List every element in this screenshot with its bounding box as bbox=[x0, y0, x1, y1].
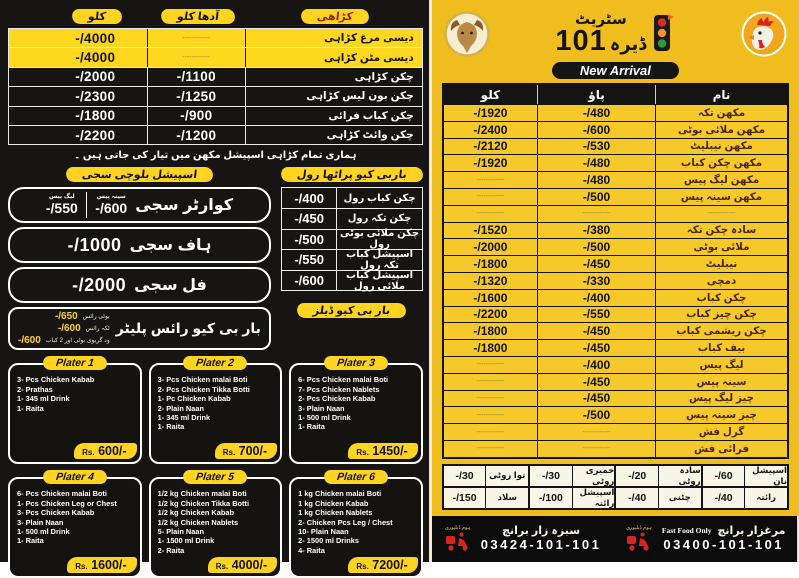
branch-right bbox=[614, 516, 799, 562]
kilo-price: 2000/- bbox=[44, 68, 148, 86]
half-kilo-price: ------------ bbox=[148, 29, 246, 47]
new-arrival-table bbox=[442, 83, 789, 459]
platter-price: 700/- bbox=[238, 444, 268, 459]
kilo-price: ------------ bbox=[444, 424, 538, 440]
platter-item: 2- Chicken Pcs Leg / Chest bbox=[298, 517, 393, 527]
platter-item: 3- Pcs Chicken Kabab bbox=[17, 375, 95, 385]
table-row bbox=[444, 289, 787, 306]
platter-item: 2- Prathas bbox=[17, 384, 53, 394]
quarter-sajji-box bbox=[8, 187, 271, 223]
pao-price: 330/- bbox=[538, 273, 656, 289]
item-name: ملائی بوٹی bbox=[693, 242, 750, 254]
kilo-price: ------------ bbox=[444, 391, 538, 407]
kilo-price: 2200/- bbox=[444, 307, 538, 323]
platter-price: 1600/- bbox=[91, 558, 127, 573]
kilo-price: 1920/- bbox=[444, 105, 538, 121]
table-row bbox=[444, 356, 787, 373]
platter-item: 2- Plain Naan bbox=[157, 403, 204, 413]
platter-item: 1- 345 ml Drink bbox=[157, 412, 211, 422]
kilo-price: ------------ bbox=[444, 374, 538, 390]
item-name: گرل فش bbox=[698, 427, 745, 439]
platter-card-2 bbox=[149, 357, 283, 464]
platter-item: 1- Pcs Chicken Leg or Chest bbox=[17, 498, 117, 508]
chest-piece-label: سینہ پیس bbox=[96, 194, 126, 201]
extra-price: 40/- bbox=[616, 488, 659, 508]
brand-number: 101 bbox=[555, 25, 607, 57]
full-sajji-price: 2000/- bbox=[72, 274, 127, 295]
extra-price: 20/- bbox=[616, 466, 659, 486]
platter-card-1 bbox=[8, 357, 142, 464]
paratha-roll-title: باربی کیو پراٹھا رول bbox=[280, 167, 424, 182]
rice-item-label: ٹکہ رائس bbox=[85, 326, 110, 333]
platter-item: 4- Raita bbox=[298, 545, 325, 555]
paratha-roll-section bbox=[281, 165, 423, 350]
middle-sections bbox=[8, 165, 423, 350]
item-name: چکن بون لیس کڑاہی bbox=[306, 90, 414, 103]
branches-footer bbox=[432, 516, 799, 562]
table-row bbox=[444, 440, 787, 457]
pao-price: 450/- bbox=[538, 340, 656, 356]
platter-item: 1- Raita bbox=[17, 403, 44, 413]
item-name: چیز لیگ پیس bbox=[689, 393, 754, 405]
roll-price: 400/- bbox=[282, 188, 337, 208]
platter-items bbox=[158, 489, 277, 555]
table-row bbox=[444, 121, 787, 138]
extras-item bbox=[530, 466, 616, 486]
paratha-roll-row bbox=[282, 229, 422, 250]
platter-item: 1- 500 ml Drink bbox=[298, 412, 351, 422]
table-row bbox=[444, 339, 787, 356]
home-delivery-label: ہوم ڈیلیوری bbox=[626, 525, 652, 532]
table-row bbox=[444, 205, 787, 222]
platter-item: 1- 345 ml Drink bbox=[17, 394, 70, 404]
kilo-price: 4000/- bbox=[44, 48, 148, 66]
extras-row-2 bbox=[444, 486, 787, 508]
platter-items bbox=[17, 375, 136, 413]
currency-prefix: Rs. bbox=[356, 562, 369, 572]
extras-item bbox=[616, 466, 702, 486]
extra-name: چٹنی bbox=[668, 492, 691, 503]
kilo-price: 2300/- bbox=[44, 87, 148, 105]
platter-price-tag bbox=[348, 557, 417, 573]
pao-price: 500/- bbox=[538, 189, 656, 205]
pao-price: 450/- bbox=[538, 256, 656, 272]
column-header-pao: پاؤ bbox=[538, 85, 656, 104]
item-name: مکھن نیبلیٹ bbox=[690, 141, 753, 153]
platter-item: 1- Pc Chicken Kabab bbox=[157, 394, 231, 404]
roll-name: چکن تکہ رول bbox=[347, 213, 412, 225]
karahi-row bbox=[8, 28, 423, 48]
pao-price: ------------ bbox=[538, 441, 656, 457]
rice-item-price: 600/- bbox=[18, 335, 41, 347]
platter-title: Plater 4 bbox=[42, 470, 108, 484]
platter-item: 1- Raita bbox=[298, 422, 325, 432]
item-name: سینہ پیس bbox=[696, 376, 747, 388]
chest-piece-price: 600/- bbox=[95, 199, 128, 216]
extras-table bbox=[442, 464, 789, 510]
table-row bbox=[444, 423, 787, 440]
branch-name: سبزہ زار برانچ bbox=[502, 525, 581, 538]
table-row bbox=[444, 390, 787, 407]
platter-title: Plater 6 bbox=[323, 470, 389, 484]
roll-price: 450/- bbox=[282, 209, 337, 229]
karahi-note: ہماری تمام کڑاہی اسپیشل مکھن میں تیار کی جاتی ہیں ۔ bbox=[74, 150, 357, 162]
pao-price: 530/- bbox=[538, 139, 656, 155]
platter-item: 10- Plain Naan bbox=[298, 526, 349, 536]
kilo-price: ------------ bbox=[444, 189, 538, 205]
column-header-kilo: کلو bbox=[71, 9, 123, 24]
platter-item: 2- Pcs Chicken Kabab bbox=[298, 394, 376, 404]
delivery-scooter-icon bbox=[445, 532, 471, 551]
platter-price: 600/- bbox=[98, 444, 127, 459]
extras-item bbox=[703, 488, 787, 508]
table-row bbox=[444, 222, 787, 239]
pao-price: 450/- bbox=[538, 323, 656, 339]
pao-price: 500/- bbox=[538, 239, 656, 255]
platter-item: 7- Pcs Chicken Nablets bbox=[298, 384, 380, 394]
extra-name: اسپیشل نان bbox=[752, 464, 787, 486]
roll-price: 550/- bbox=[282, 250, 337, 270]
currency-prefix: Rs. bbox=[215, 562, 229, 572]
currency-prefix: Rs. bbox=[82, 448, 95, 458]
extras-item bbox=[530, 488, 616, 508]
rice-platter-item bbox=[18, 311, 110, 322]
kilo-price: 4000/- bbox=[44, 29, 148, 47]
platter-item: 1/2 kg Chicken Nablets bbox=[157, 517, 239, 527]
paratha-roll-row bbox=[282, 249, 422, 270]
table-row bbox=[444, 238, 787, 255]
kilo-price: ------------ bbox=[444, 441, 538, 457]
half-kilo-price: 900/- bbox=[148, 107, 246, 125]
kilo-price: ------------ bbox=[444, 206, 538, 222]
platter-item: 6- Pcs Chicken malai Boti bbox=[17, 489, 107, 499]
platter-price-tag bbox=[348, 443, 417, 459]
extras-item bbox=[703, 466, 787, 486]
pao-price: 480/- bbox=[538, 155, 656, 171]
pao-price: 600/- bbox=[538, 122, 656, 138]
bbq-deals-title: بار بی کیو ڈیلز bbox=[296, 303, 407, 318]
leg-piece-label: لیگ پیس bbox=[48, 194, 75, 201]
column-header-half-kilo: آدھا کلو bbox=[160, 9, 236, 24]
platter-price: 7200/- bbox=[372, 558, 408, 573]
brand-line1: سٹریٹ bbox=[575, 11, 627, 28]
extra-price: 30/- bbox=[444, 466, 487, 486]
brand-header bbox=[432, 0, 799, 64]
branch-phone: 03424-101-101 bbox=[480, 536, 602, 552]
table-row bbox=[444, 171, 787, 188]
extra-price: 150/- bbox=[444, 488, 487, 508]
extra-name: توا روٹی bbox=[489, 470, 526, 481]
item-name: دیسی مرغ کڑاہی bbox=[324, 32, 414, 45]
platter-card-3 bbox=[289, 357, 423, 464]
karahi-row bbox=[8, 87, 423, 106]
kilo-price: 1800/- bbox=[444, 256, 538, 272]
pao-price: 550/- bbox=[538, 307, 656, 323]
karahi-section-title: كڑاهى bbox=[300, 9, 370, 24]
platter-item: 2- Pcs Chicken Tikka Botti bbox=[157, 384, 250, 394]
table-row bbox=[444, 138, 787, 155]
delivery-scooter-icon bbox=[626, 532, 652, 551]
half-kilo-price: 1250/- bbox=[148, 87, 246, 105]
rice-platter-title: بار بی کیو رائس پلیٹر bbox=[115, 320, 261, 337]
table-body bbox=[444, 104, 787, 457]
pao-price: 480/- bbox=[538, 105, 656, 121]
platter-title: Plater 5 bbox=[183, 470, 249, 484]
item-name: لیگ پیس bbox=[699, 359, 744, 371]
pao-price: ------------ bbox=[538, 424, 656, 440]
item-name: سادہ چکن تکہ bbox=[686, 225, 757, 237]
sajji-section-title: اسپیشل بلوچی سجی bbox=[65, 167, 214, 182]
kilo-price: ------------ bbox=[444, 407, 538, 423]
currency-prefix: Rs. bbox=[75, 562, 88, 572]
platter-price-tag bbox=[215, 443, 277, 459]
extra-price: 100/- bbox=[530, 488, 573, 508]
item-name: چکن ریشمی کباب bbox=[676, 326, 767, 338]
platter-item: 1- Raita bbox=[17, 536, 44, 546]
table-row bbox=[444, 154, 787, 171]
kilo-price: 2400/- bbox=[444, 122, 538, 138]
branch-phone: 03400-101-101 bbox=[663, 536, 785, 552]
platter-item: 3- Pcs Chicken Kabab bbox=[17, 508, 95, 518]
rice-item-label: بوٹی رائس bbox=[82, 314, 110, 321]
kilo-price: 1920/- bbox=[444, 155, 538, 171]
sajji-section bbox=[8, 165, 271, 350]
item-name: نیبلیٹ bbox=[705, 259, 738, 271]
platter-price-tag bbox=[208, 557, 277, 573]
item-name: فرائی فش bbox=[693, 443, 750, 455]
platter-item: 1- 1500 ml Drink bbox=[157, 536, 215, 546]
extra-price: 40/- bbox=[703, 488, 746, 508]
platter-item: 6- Pcs Chicken malai Boti bbox=[298, 375, 389, 385]
platter-item: 1- Raita bbox=[157, 422, 185, 432]
platter-items bbox=[298, 375, 417, 431]
kilo-price: 1800/- bbox=[44, 107, 148, 125]
leg-piece-price: 550/- bbox=[45, 199, 78, 216]
extra-name: سلاد bbox=[497, 492, 517, 503]
karahi-row bbox=[8, 126, 423, 145]
platter-items bbox=[158, 375, 277, 431]
new-arrival-badge: New Arrival bbox=[552, 62, 679, 79]
pao-price: ------------ bbox=[538, 206, 656, 222]
extra-name: رائتہ bbox=[756, 492, 777, 503]
half-sajji-box bbox=[8, 227, 271, 263]
platter-price-tag bbox=[67, 557, 136, 573]
platter-item: 3- Pcs Chicken malai Boti bbox=[157, 375, 248, 385]
platter-item: 3- Plain Naan bbox=[298, 403, 345, 413]
table-row bbox=[444, 104, 787, 121]
item-name: دیسی مٹن کڑاہی bbox=[324, 51, 414, 64]
platter-item: 2- Raita bbox=[157, 545, 185, 555]
item-name: چکن کباب bbox=[696, 292, 747, 304]
roll-price: 500/- bbox=[282, 230, 337, 250]
kilo-price: 1600/- bbox=[444, 290, 538, 306]
rooster-logo-icon bbox=[741, 11, 787, 57]
rice-platter-item bbox=[18, 335, 110, 346]
kilo-price: 1800/- bbox=[444, 323, 538, 339]
table-row bbox=[444, 272, 787, 289]
item-name: مکھن ملائی بوٹی bbox=[677, 124, 766, 136]
half-sajji-name: ہاف سجی bbox=[129, 237, 212, 255]
extras-item bbox=[616, 488, 702, 508]
item-name: ------------ bbox=[707, 210, 736, 218]
rice-platter-list bbox=[18, 311, 110, 346]
traffic-light-icon bbox=[651, 13, 675, 55]
paratha-roll-row bbox=[282, 270, 422, 291]
platter-title: Plater 2 bbox=[183, 356, 249, 370]
pao-price: 450/- bbox=[538, 391, 656, 407]
brand-lockup bbox=[555, 12, 675, 56]
full-sajji-box bbox=[8, 267, 271, 303]
extra-price: 60/- bbox=[703, 466, 746, 486]
half-sajji-price: 1000/- bbox=[67, 234, 122, 255]
platter-item: 1/2 kg Chicken Kabab bbox=[157, 508, 234, 518]
platter-card-6 bbox=[289, 471, 423, 578]
brand-line2: ڈیرہ bbox=[609, 34, 647, 54]
item-name: دمچی bbox=[706, 275, 737, 287]
platter-price-tag bbox=[74, 443, 136, 459]
rice-item-label: ود گریوی بوٹی اور 2 کباب bbox=[45, 338, 110, 345]
kilo-price: ------------ bbox=[444, 357, 538, 373]
platter-item: 1- 500 ml Drink bbox=[17, 526, 70, 536]
item-name: چکن کباب فرائی bbox=[328, 109, 414, 122]
roll-name: اسپیشل کباب تکہ رول bbox=[346, 248, 414, 271]
pao-price: 400/- bbox=[538, 357, 656, 373]
deal-platters-grid bbox=[8, 357, 423, 578]
full-sajji-name: فل سجی bbox=[134, 277, 207, 295]
branch-tag: Fast Food Only bbox=[661, 526, 712, 536]
item-name: مکھن چکن کباب bbox=[680, 158, 763, 170]
home-delivery-label: ہوم ڈیلیوری bbox=[444, 525, 471, 532]
rice-platter-box bbox=[8, 307, 271, 350]
currency-prefix: Rs. bbox=[356, 448, 369, 458]
extras-item bbox=[444, 466, 530, 486]
paratha-roll-row bbox=[282, 208, 422, 229]
kilo-price: 1520/- bbox=[444, 223, 538, 239]
karahi-row bbox=[8, 48, 423, 67]
platter-price: 4000/- bbox=[231, 558, 268, 573]
kilo-price: 1320/- bbox=[444, 273, 538, 289]
quarter-sajji-name: کوارٹر سجی bbox=[135, 197, 234, 215]
divider bbox=[86, 192, 88, 218]
item-name: مکھن سینہ پیس bbox=[680, 191, 763, 203]
platter-item: 2- 1500 ml Drinks bbox=[298, 536, 359, 546]
kilo-price: 2200/- bbox=[44, 126, 148, 144]
platter-items bbox=[17, 489, 136, 545]
rice-item-price: 600/- bbox=[57, 323, 81, 335]
pao-price: 380/- bbox=[538, 223, 656, 239]
item-name: چیز سینہ پیس bbox=[686, 410, 757, 422]
extra-price: 30/- bbox=[530, 466, 573, 486]
table-row bbox=[444, 188, 787, 205]
table-row bbox=[444, 306, 787, 323]
goat-logo-icon bbox=[444, 11, 490, 57]
platter-item: 1/2 kg Chicken Tikka Botti bbox=[157, 498, 250, 508]
item-name: چکن چیز کباب bbox=[686, 309, 757, 321]
roll-price: 600/- bbox=[282, 271, 337, 291]
column-header-name: نام bbox=[712, 87, 731, 102]
table-row bbox=[444, 255, 787, 272]
extra-name: اسپیشل رائتہ bbox=[579, 486, 615, 508]
platter-price: 1450/- bbox=[372, 444, 408, 459]
pao-price: 450/- bbox=[538, 374, 656, 390]
paratha-roll-row bbox=[282, 188, 422, 208]
item-name: مکھن تکہ bbox=[697, 107, 746, 119]
extra-name: سادہ روٹی bbox=[678, 464, 701, 486]
platter-card-4 bbox=[8, 471, 142, 578]
extra-name: خمیری روٹی bbox=[585, 464, 615, 486]
platter-items bbox=[298, 489, 417, 555]
roll-name: چکن کباب رول bbox=[343, 192, 416, 204]
platter-item: 1 kg Chicken Kabab bbox=[298, 498, 369, 508]
karahi-row bbox=[8, 107, 423, 126]
platter-card-5 bbox=[149, 471, 283, 578]
rice-item-price: 650/- bbox=[54, 311, 78, 323]
platter-title: Plater 1 bbox=[42, 356, 108, 370]
platter-item: 1 kg Chicken malai Boti bbox=[298, 489, 382, 499]
roll-name: چکن ملائی بوٹی رول bbox=[339, 228, 420, 251]
table-header-row bbox=[444, 85, 787, 104]
item-name: چکن کڑاہی bbox=[354, 70, 414, 83]
table-row bbox=[444, 373, 787, 390]
pao-price: 400/- bbox=[538, 290, 656, 306]
kilo-price: ------------ bbox=[444, 172, 538, 188]
half-kilo-price: ------------ bbox=[148, 48, 246, 66]
table-row bbox=[444, 406, 787, 423]
karahi-table bbox=[8, 28, 423, 145]
extras-row-1 bbox=[444, 466, 787, 486]
platter-item: 1/2 kg Chicken malai Boti bbox=[157, 489, 247, 499]
pao-price: 480/- bbox=[538, 172, 656, 188]
item-name: بیف کباب bbox=[697, 343, 746, 355]
platter-item: 3- Plain Naan bbox=[17, 517, 64, 527]
branch-name: مرغزار برانچ bbox=[717, 525, 786, 538]
item-name: چکن وائٹ کڑاہی bbox=[326, 129, 414, 142]
platter-item: 1 kg Chicken Nablets bbox=[298, 508, 373, 518]
platter-title: Plater 3 bbox=[323, 356, 389, 370]
kilo-price: 2000/- bbox=[444, 239, 538, 255]
column-header-kilo: کلو bbox=[444, 85, 538, 104]
platter-item: 5- Plain Naan bbox=[157, 526, 204, 536]
rice-platter-item bbox=[18, 323, 110, 334]
karahi-row bbox=[8, 68, 423, 87]
pao-price: 500/- bbox=[538, 407, 656, 423]
right-panel bbox=[429, 0, 799, 562]
karahi-header bbox=[8, 7, 423, 25]
kilo-price: 2120/- bbox=[444, 139, 538, 155]
table-row bbox=[444, 322, 787, 339]
half-kilo-price: 1100/- bbox=[148, 68, 246, 86]
half-kilo-price: 1200/- bbox=[148, 126, 246, 144]
currency-prefix: Rs. bbox=[222, 448, 236, 458]
item-name: مکھن لیگ پیس bbox=[683, 175, 760, 187]
roll-name: اسپیشل کباب ملائی رول bbox=[346, 269, 414, 292]
kilo-price: 1800/- bbox=[444, 340, 538, 356]
paratha-roll-table bbox=[281, 187, 423, 291]
extras-item bbox=[444, 488, 530, 508]
branch-left bbox=[432, 516, 615, 562]
